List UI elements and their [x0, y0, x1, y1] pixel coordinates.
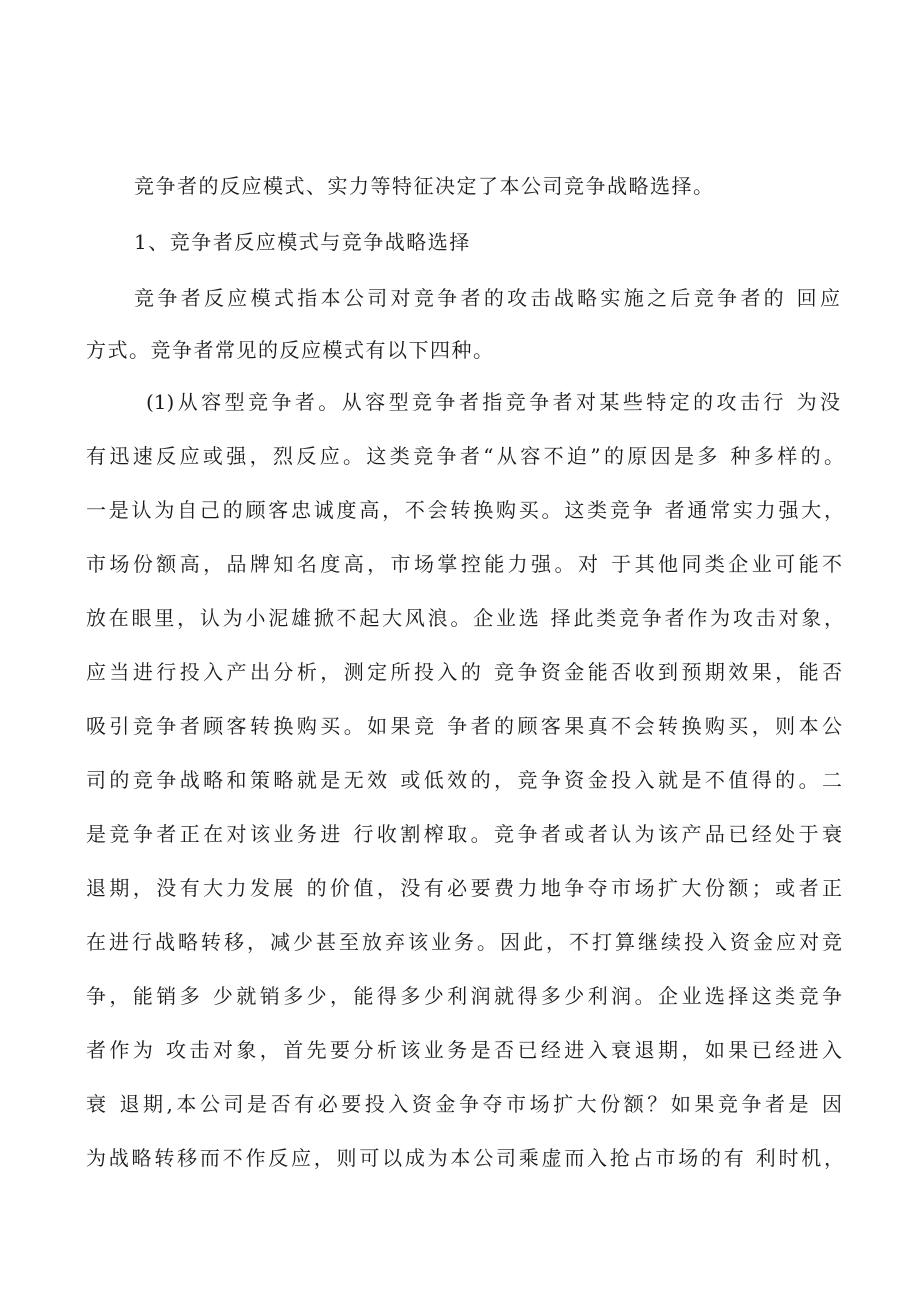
paragraph-line: 应当进行投入产出分析，测定所投入的 竞争资金能否收到预期效果，能否 — [86, 660, 842, 684]
paragraph-line: 是竞争者正在对该业务进 行收割榨取。竞争者或者认为该产品已经处于衰 — [86, 822, 842, 846]
paragraph-line: 争，能销多 少就销多少，能得多少利润就得多少利润。企业选择这类竞争 — [86, 984, 842, 1008]
paragraph-line: 退期，没有大力发展 的价值，没有必要费力地争夺市场扩大份额；或者正 — [86, 876, 842, 900]
paragraph-line: 在进行战略转移，减少甚至放弃该业务。因此，不打算继续投入资金应对竞 — [86, 930, 842, 954]
paragraph-line: 司的竞争战略和策略就是无效 或低效的，竞争资金投入就是不值得的。二 — [86, 768, 842, 792]
paragraph-line: (1)从容型竞争者。从容型竞争者指竞争者对某些特定的攻击行 为没 — [146, 390, 840, 414]
paragraph-line: 吸引竞争者顾客转换购买。如果竞 争者的顾客果真不会转换购买，则本公 — [86, 714, 842, 738]
paragraph-line: 方式。竞争者常见的反应模式有以下四种。 — [86, 338, 495, 362]
intro-sentence: 竞争者的反应模式、实力等特征决定了本公司竞争战略选择。 — [134, 174, 715, 198]
paragraph-line: 竞争者反应模式指本公司对竞争者的攻击战略实施之后竞争者的 回应 — [134, 286, 840, 310]
paragraph-line: 放在眼里，认为小泥雄掀不起大风浪。企业选 择此类竞争者作为攻击对象， — [86, 606, 844, 630]
paragraph-line: 者作为 攻击对象，首先要分析该业务是否已经进入衰退期，如果已经进入 — [86, 1038, 842, 1062]
paragraph-line: 有迅速反应或强，烈反应。这类竞争者“从容不迫”的原因是多 种多样的。 — [86, 444, 844, 468]
paragraph-line: 衰 退期,本公司是否有必要投入资金争夺市场扩大份额？如果竞争者是 因 — [86, 1092, 842, 1116]
paragraph-line: 为战略转移而不作反应，则可以成为本公司乘虚而入抢占市场的有 利时机， — [86, 1146, 844, 1170]
paragraph-line: 一是认为自己的顾客忠诚度高，不会转换购买。这类竞争 者通常实力强大， — [86, 498, 844, 522]
paragraph-line: 市场份额高，品牌知名度高，市场掌控能力强。对 于其他同类企业可能不 — [86, 552, 842, 576]
section-heading: 1、竞争者反应模式与竞争战略选择 — [134, 230, 471, 254]
